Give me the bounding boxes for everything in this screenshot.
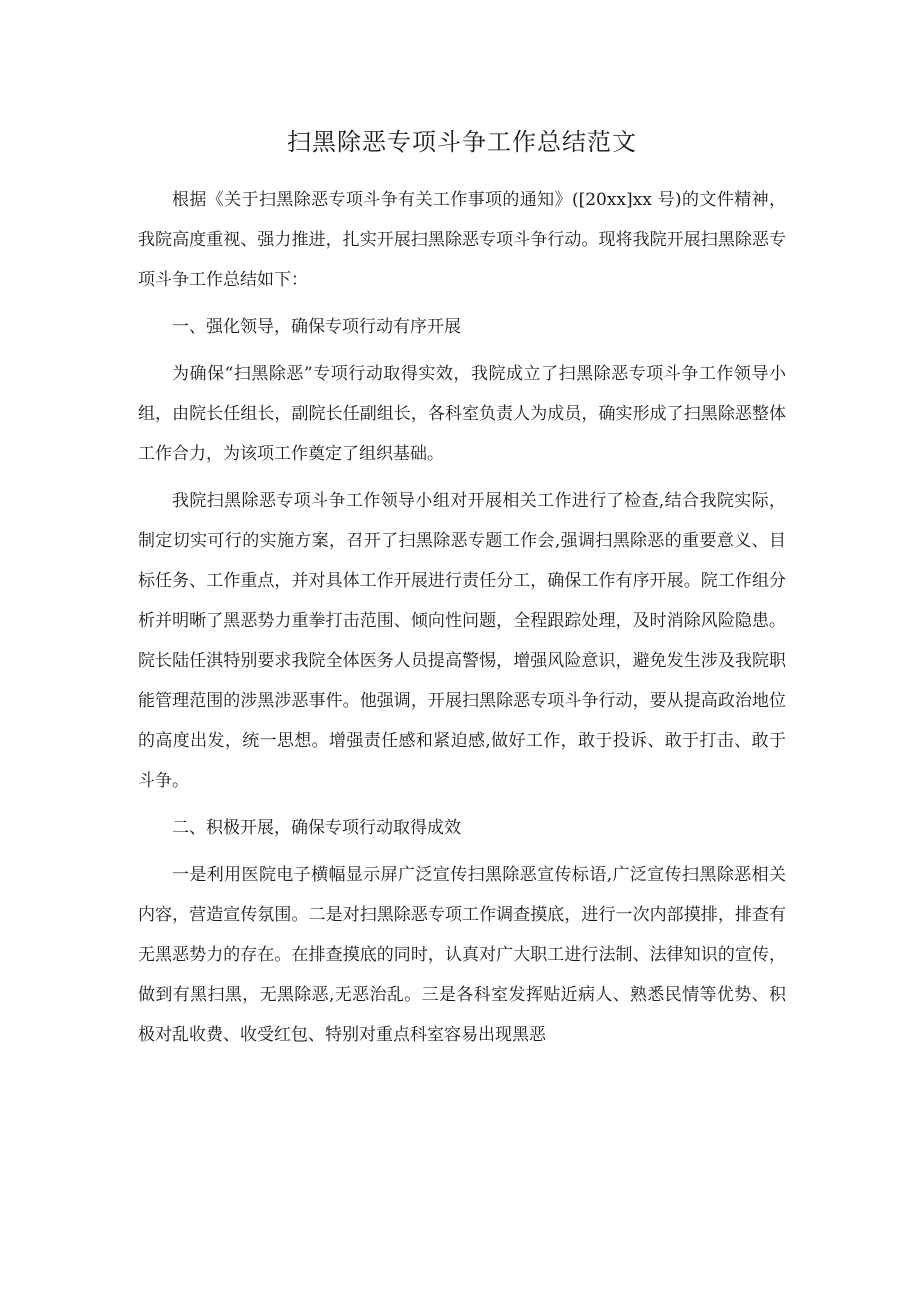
section-heading-2: 二、积极开展，确保专项行动取得成效 (172, 818, 461, 838)
section-heading-1: 一、强化领导，确保专项行动有序开展 (172, 317, 461, 337)
paragraph-leadership-group: 为确保“扫黑除恶”专项行动取得实效，我院成立了扫黑除恶专项斗争工作领导小组，由院长任组长，副院长任副组长，各科室负责人为成员，确实形成了扫黑除恶整体工作合力，为该项工作奠定了组织基础。 (138, 364, 786, 464)
paragraph-intro: 根据《关于扫黑除恶专项斗争有关工作事项的通知》([20xx]xx 号)的文件精神，我院高度重视、强力推进，扎实开展扫黑除恶专项斗争行动。现将我院开展扫黑除恶专项斗争工作总结如下： (138, 190, 786, 290)
document-title: 扫黑除恶专项斗争工作总结范文 (287, 128, 637, 156)
paragraph-work-inspection: 我院扫黑除恶专项斗争工作领导小组对开展相关工作进行了检查,结合我院实际，制定切实可行的实施方案，召开了扫黑除恶专题工作会,强调扫黑除恶的重要意义、目标任务、工作重点，并对具体工作开展进行责任分工，确保工作有序开展。院工作组分析并明晰了黑恶势力重拳打击范围、倾向性问题，全程跟踪处理，及时消除风险隐患。院长陆任淇特别要求我院全体医务人员提高警惕，增强风险意识，避免发生涉及我院职能管理范围的涉黑涉恶事件。他强调，开展扫黑除恶专项斗争行动，要从提高政治地位的高度出发，统一思想。增强责任感和紧迫感,做好工作，敢于投诉、敢于打击、敢于斗争。 (138, 491, 786, 791)
document-page (138, 118, 786, 1062)
paragraph-measures: 一是利用医院电子横幅显示屏广泛宣传扫黑除恶宣传标语,广泛宣传扫黑除恶相关内容，营造宣传氛围。二是对扫黑除恶专项工作调查摸底，进行一次内部摸排，排查有无黑恶势力的存在。在排查摸底的同时，认真对广大职工进行法制、法律知识的宣传，做到有黑扫黑，无黑除恶,无恶治乱。三是各科室发挥贴近病人、熟悉民情等优势、积极对乱收费、收受红包、特别对重点科室容易出现黑恶 (138, 865, 786, 1045)
